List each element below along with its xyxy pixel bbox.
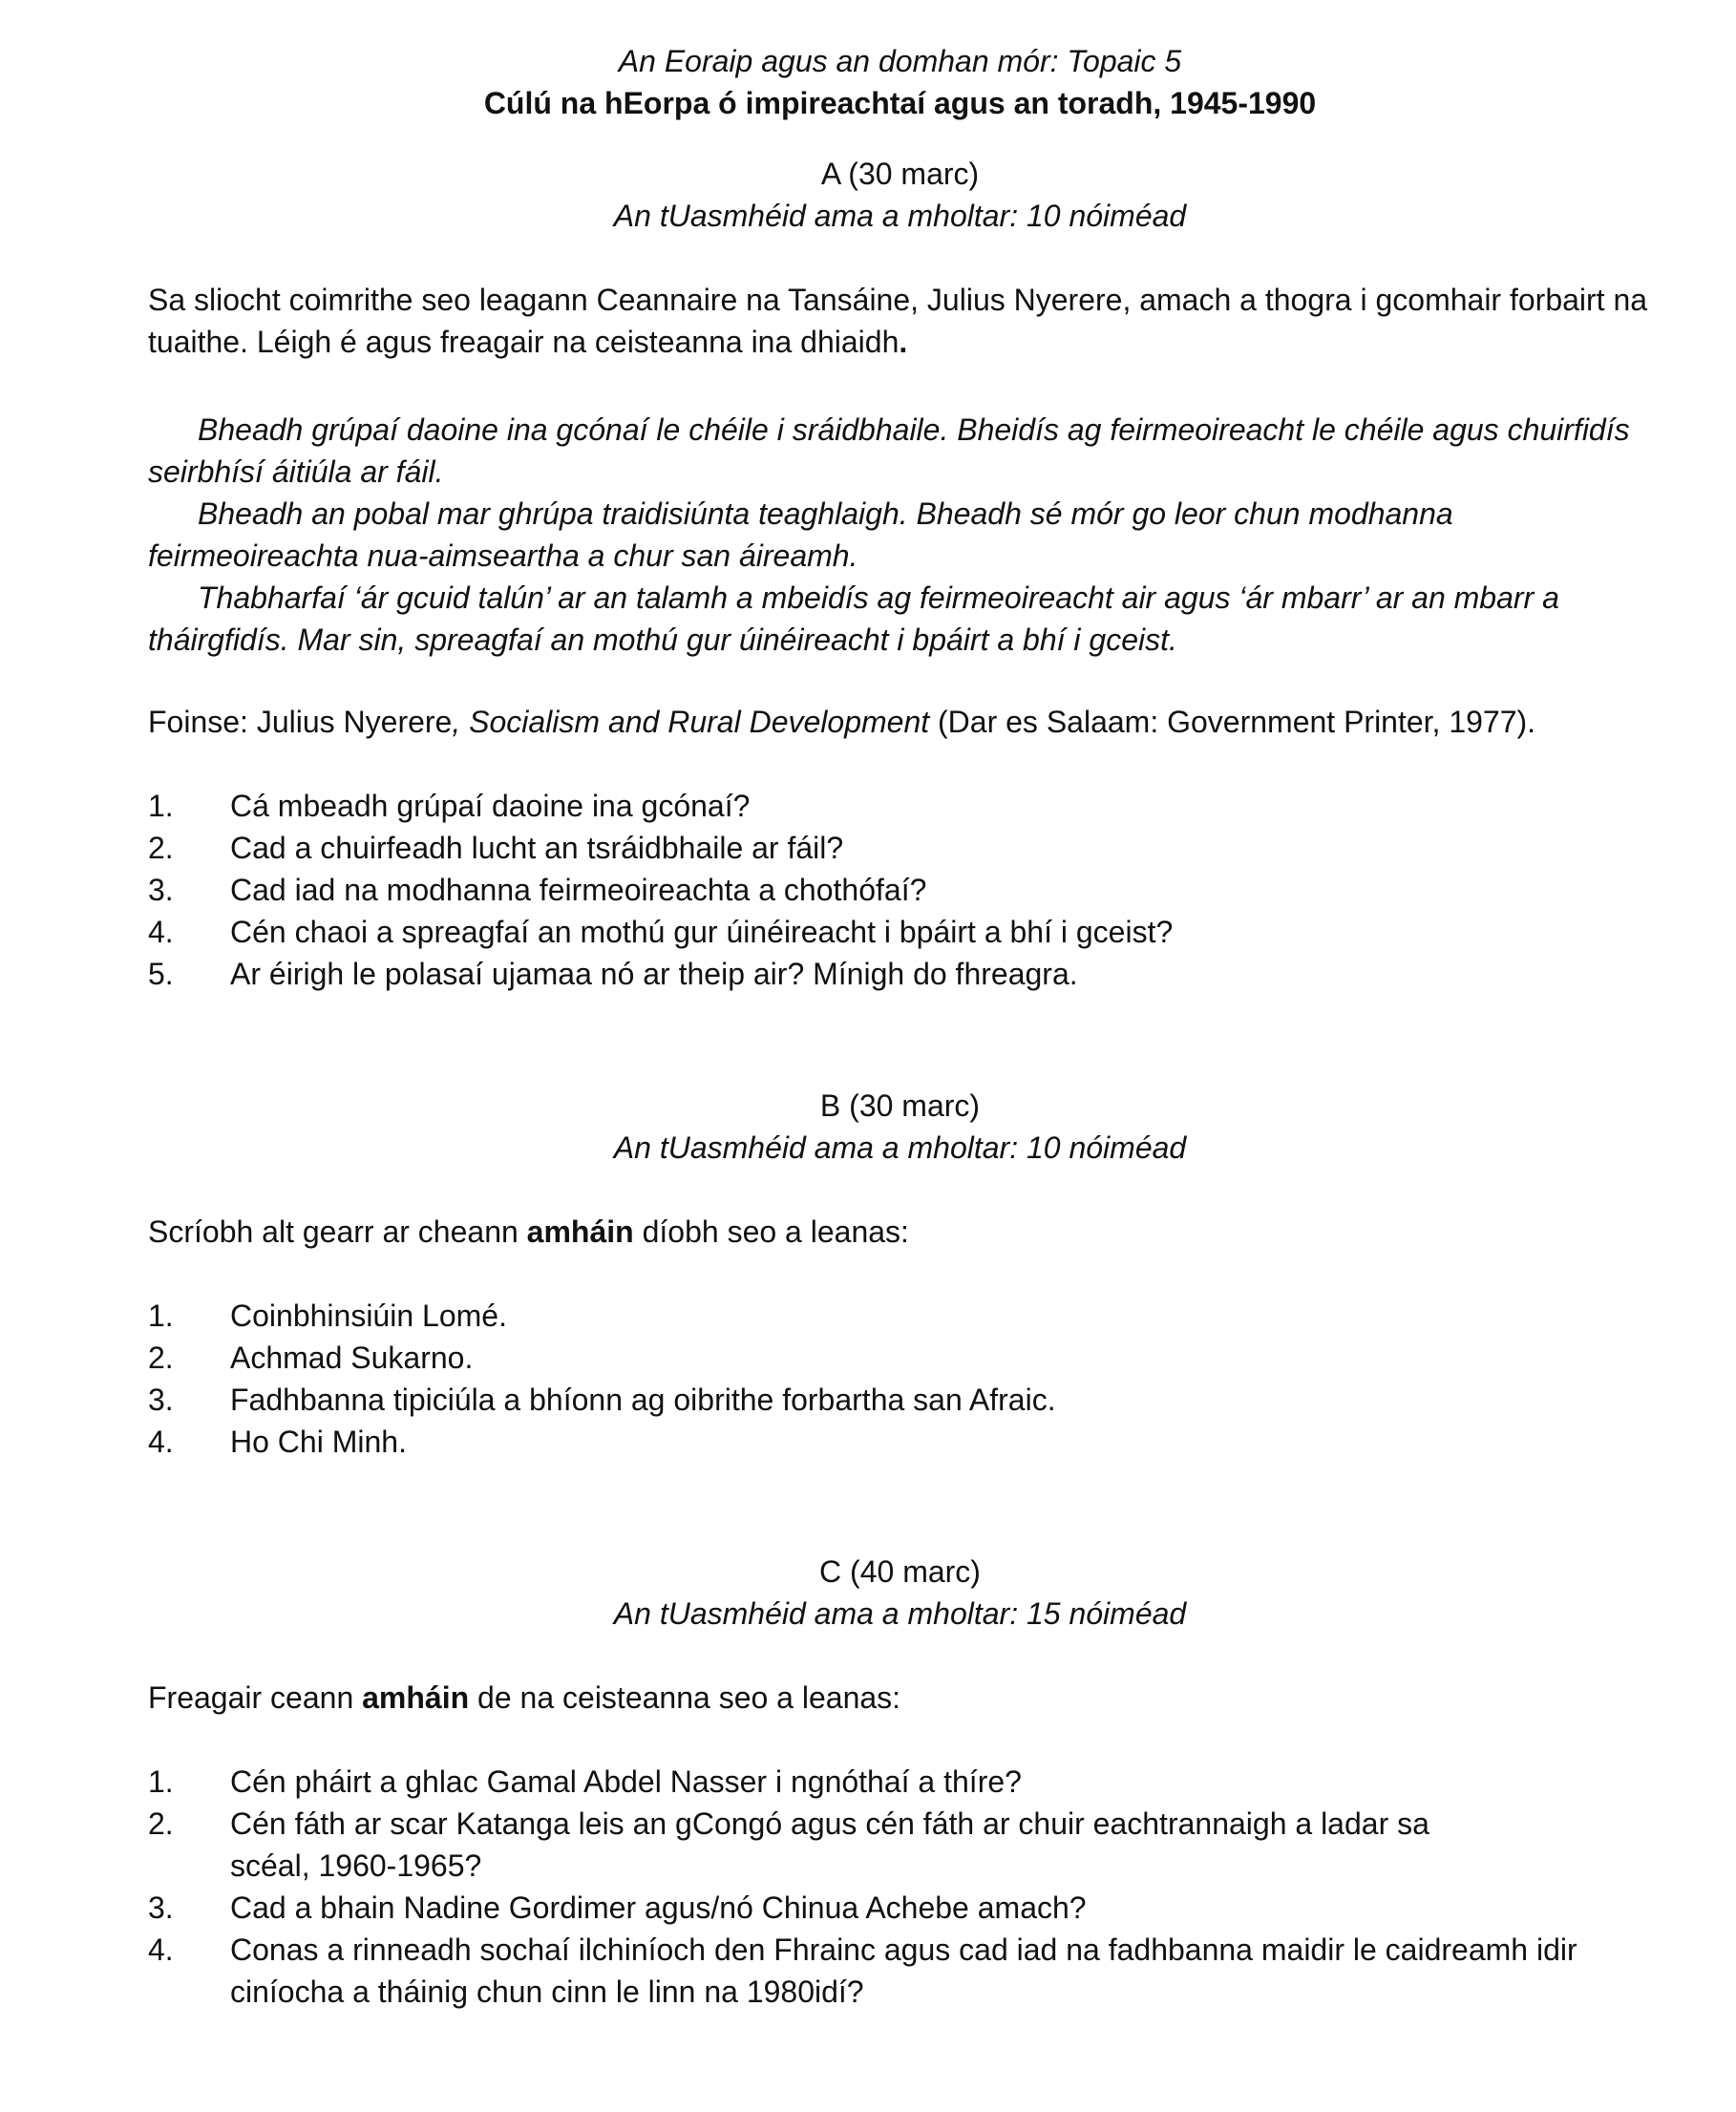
question-number: 4. <box>148 915 174 949</box>
instruction-emphasis: amháin <box>362 1680 470 1715</box>
section-a-heading: A (30 marc) <box>820 157 980 191</box>
section-c-instruction <box>148 1677 1652 1719</box>
intro-end: . <box>899 325 908 359</box>
question-text: Cén pháirt a ghlac Gamal Abdel Nasser i ngnóthaí a thíre? <box>230 1764 1022 1799</box>
source-citation <box>148 701 1652 743</box>
section-b-time: An tUasmhéid ama a mholtar: 10 nóiméad <box>613 1130 1187 1165</box>
question-text: Cad a chuirfeadh lucht an tsráidbhaile ar fáil? <box>230 831 844 865</box>
section-a-intro <box>148 279 1652 363</box>
question-text: Cá mbeadh grúpaí daoine ina gcónaí? <box>230 789 751 823</box>
question-item <box>148 953 1652 995</box>
source-prefix: Foinse: Julius Nyerere <box>148 705 453 739</box>
question-item <box>148 1421 1652 1463</box>
extract-paragraph: Bheadh an pobal mar ghrúpa traidisiúnta teaghlaigh. Bheadh sé mór go leor chun modhanna feirmeoireachta nua-aimseartha a chur san áireamh. <box>148 496 1453 573</box>
section-a-time: An tUasmhéid ama a mholtar: 10 nóiméad <box>613 199 1187 233</box>
section-c-time: An tUasmhéid ama a mholtar: 15 nóiméad <box>613 1596 1187 1631</box>
question-number: 4. <box>148 1932 174 1967</box>
question-text: Conas a rinneadh sochaí ilchiníoch den Fhrainc agus cad iad na fadhbanna maidir le caidreamh idir ciníocha a tháinig chun cinn le linn na 1980idí? <box>230 1932 1577 2009</box>
source-title: , Socialism and Rural Development <box>452 705 930 739</box>
section-b-questions <box>148 1295 1652 1463</box>
section-c-questions <box>148 1761 1652 2013</box>
question-text: Cad iad na modhanna feirmeoireachta a chothófaí? <box>230 873 927 907</box>
question-item <box>148 827 1652 869</box>
section-c-heading: C (40 marc) <box>819 1554 981 1589</box>
question-item <box>148 911 1652 953</box>
question-item <box>148 1337 1652 1379</box>
question-number: 2. <box>148 1806 174 1841</box>
extract-paragraph: Bheadh grúpaí daoine ina gcónaí le chéile i sráidbhaile. Bheidís ag feirmeoireacht le chéile agus chuirfidís seirbhísí áitiúla ar fáil. <box>148 412 1630 489</box>
section-b-instruction <box>148 1211 1652 1253</box>
question-text: Cén chaoi a spreagfaí an mothú gur úinéireacht i bpáirt a bhí i gceist? <box>230 915 1174 949</box>
intro-text: Sa sliocht coimrithe seo leagann Ceannaire na Tansáine, Julius Nyerere, amach a thogra i gcomhair forbairt na tuaithe. Léigh é agus freagair na ceisteanna ina dhiaidh <box>148 283 1648 359</box>
question-number: 1. <box>148 1299 174 1333</box>
question-item <box>148 1803 1652 1887</box>
question-item <box>148 1379 1652 1421</box>
section-c-header <box>148 1551 1652 1635</box>
page-title: Cúlú na hEorpa ó impireachtaí agus an toradh, 1945-1990 <box>483 86 1317 120</box>
question-number: 3. <box>148 1383 174 1417</box>
extract <box>148 409 1647 661</box>
question-item <box>148 1295 1652 1337</box>
question-text: Ho Chi Minh. <box>230 1425 407 1459</box>
instruction-text: Scríobh alt gearr ar cheann <box>148 1214 527 1249</box>
source-suffix: (Dar es Salaam: Government Printer, 1977). <box>929 705 1536 739</box>
question-item <box>148 1929 1652 2013</box>
question-text: Coinbhinsiúin Lomé. <box>230 1299 507 1333</box>
question-number: 1. <box>148 1764 174 1799</box>
document-header <box>148 40 1652 124</box>
question-item <box>148 785 1652 827</box>
instruction-text: Freagair ceann <box>148 1680 363 1715</box>
topic-line: An Eoraip agus an domhan mór: Topaic 5 <box>618 44 1182 78</box>
question-text: Cén fáth ar scar Katanga leis an gCongó agus cén fáth ar chuir eachtrannaigh a ladar sa scéal, 1960-1965? <box>230 1806 1429 1883</box>
section-b-header <box>148 1085 1652 1169</box>
question-number: 3. <box>148 1890 174 1925</box>
question-item <box>148 1761 1652 1803</box>
question-number: 2. <box>148 1341 174 1375</box>
question-text: Fadhbanna tipiciúla a bhíonn ag oibrithe forbartha san Afraic. <box>230 1383 1056 1417</box>
question-text: Achmad Sukarno. <box>230 1341 474 1375</box>
question-item <box>148 1887 1652 1929</box>
question-text: Cad a bhain Nadine Gordimer agus/nó Chinua Achebe amach? <box>230 1890 1087 1925</box>
instruction-text: de na ceisteanna seo a leanas: <box>469 1680 901 1715</box>
question-item <box>148 869 1652 911</box>
question-text: Ar éirigh le polasaí ujamaa nó ar theip air? Mínigh do fhreagra. <box>230 957 1078 991</box>
instruction-emphasis: amháin <box>526 1214 634 1249</box>
section-b-heading: B (30 marc) <box>819 1088 981 1123</box>
extract-paragraph: Thabharfaí ‘ár gcuid talún’ ar an talamh a mbeidís ag feirmeoireacht air agus ‘ár mbarr’ ar an mbarr a tháirgfidís. Mar sin, spreagfaí an mothú gur úinéireacht i bpáirt a bhí i gceist. <box>148 581 1559 657</box>
section-a-header <box>148 153 1652 237</box>
question-number: 5. <box>148 957 174 991</box>
question-number: 1. <box>148 789 174 823</box>
question-number: 4. <box>148 1425 174 1459</box>
instruction-text: díobh seo a leanas: <box>633 1214 909 1249</box>
section-a-questions <box>148 785 1652 995</box>
question-number: 2. <box>148 831 174 865</box>
question-number: 3. <box>148 873 174 907</box>
